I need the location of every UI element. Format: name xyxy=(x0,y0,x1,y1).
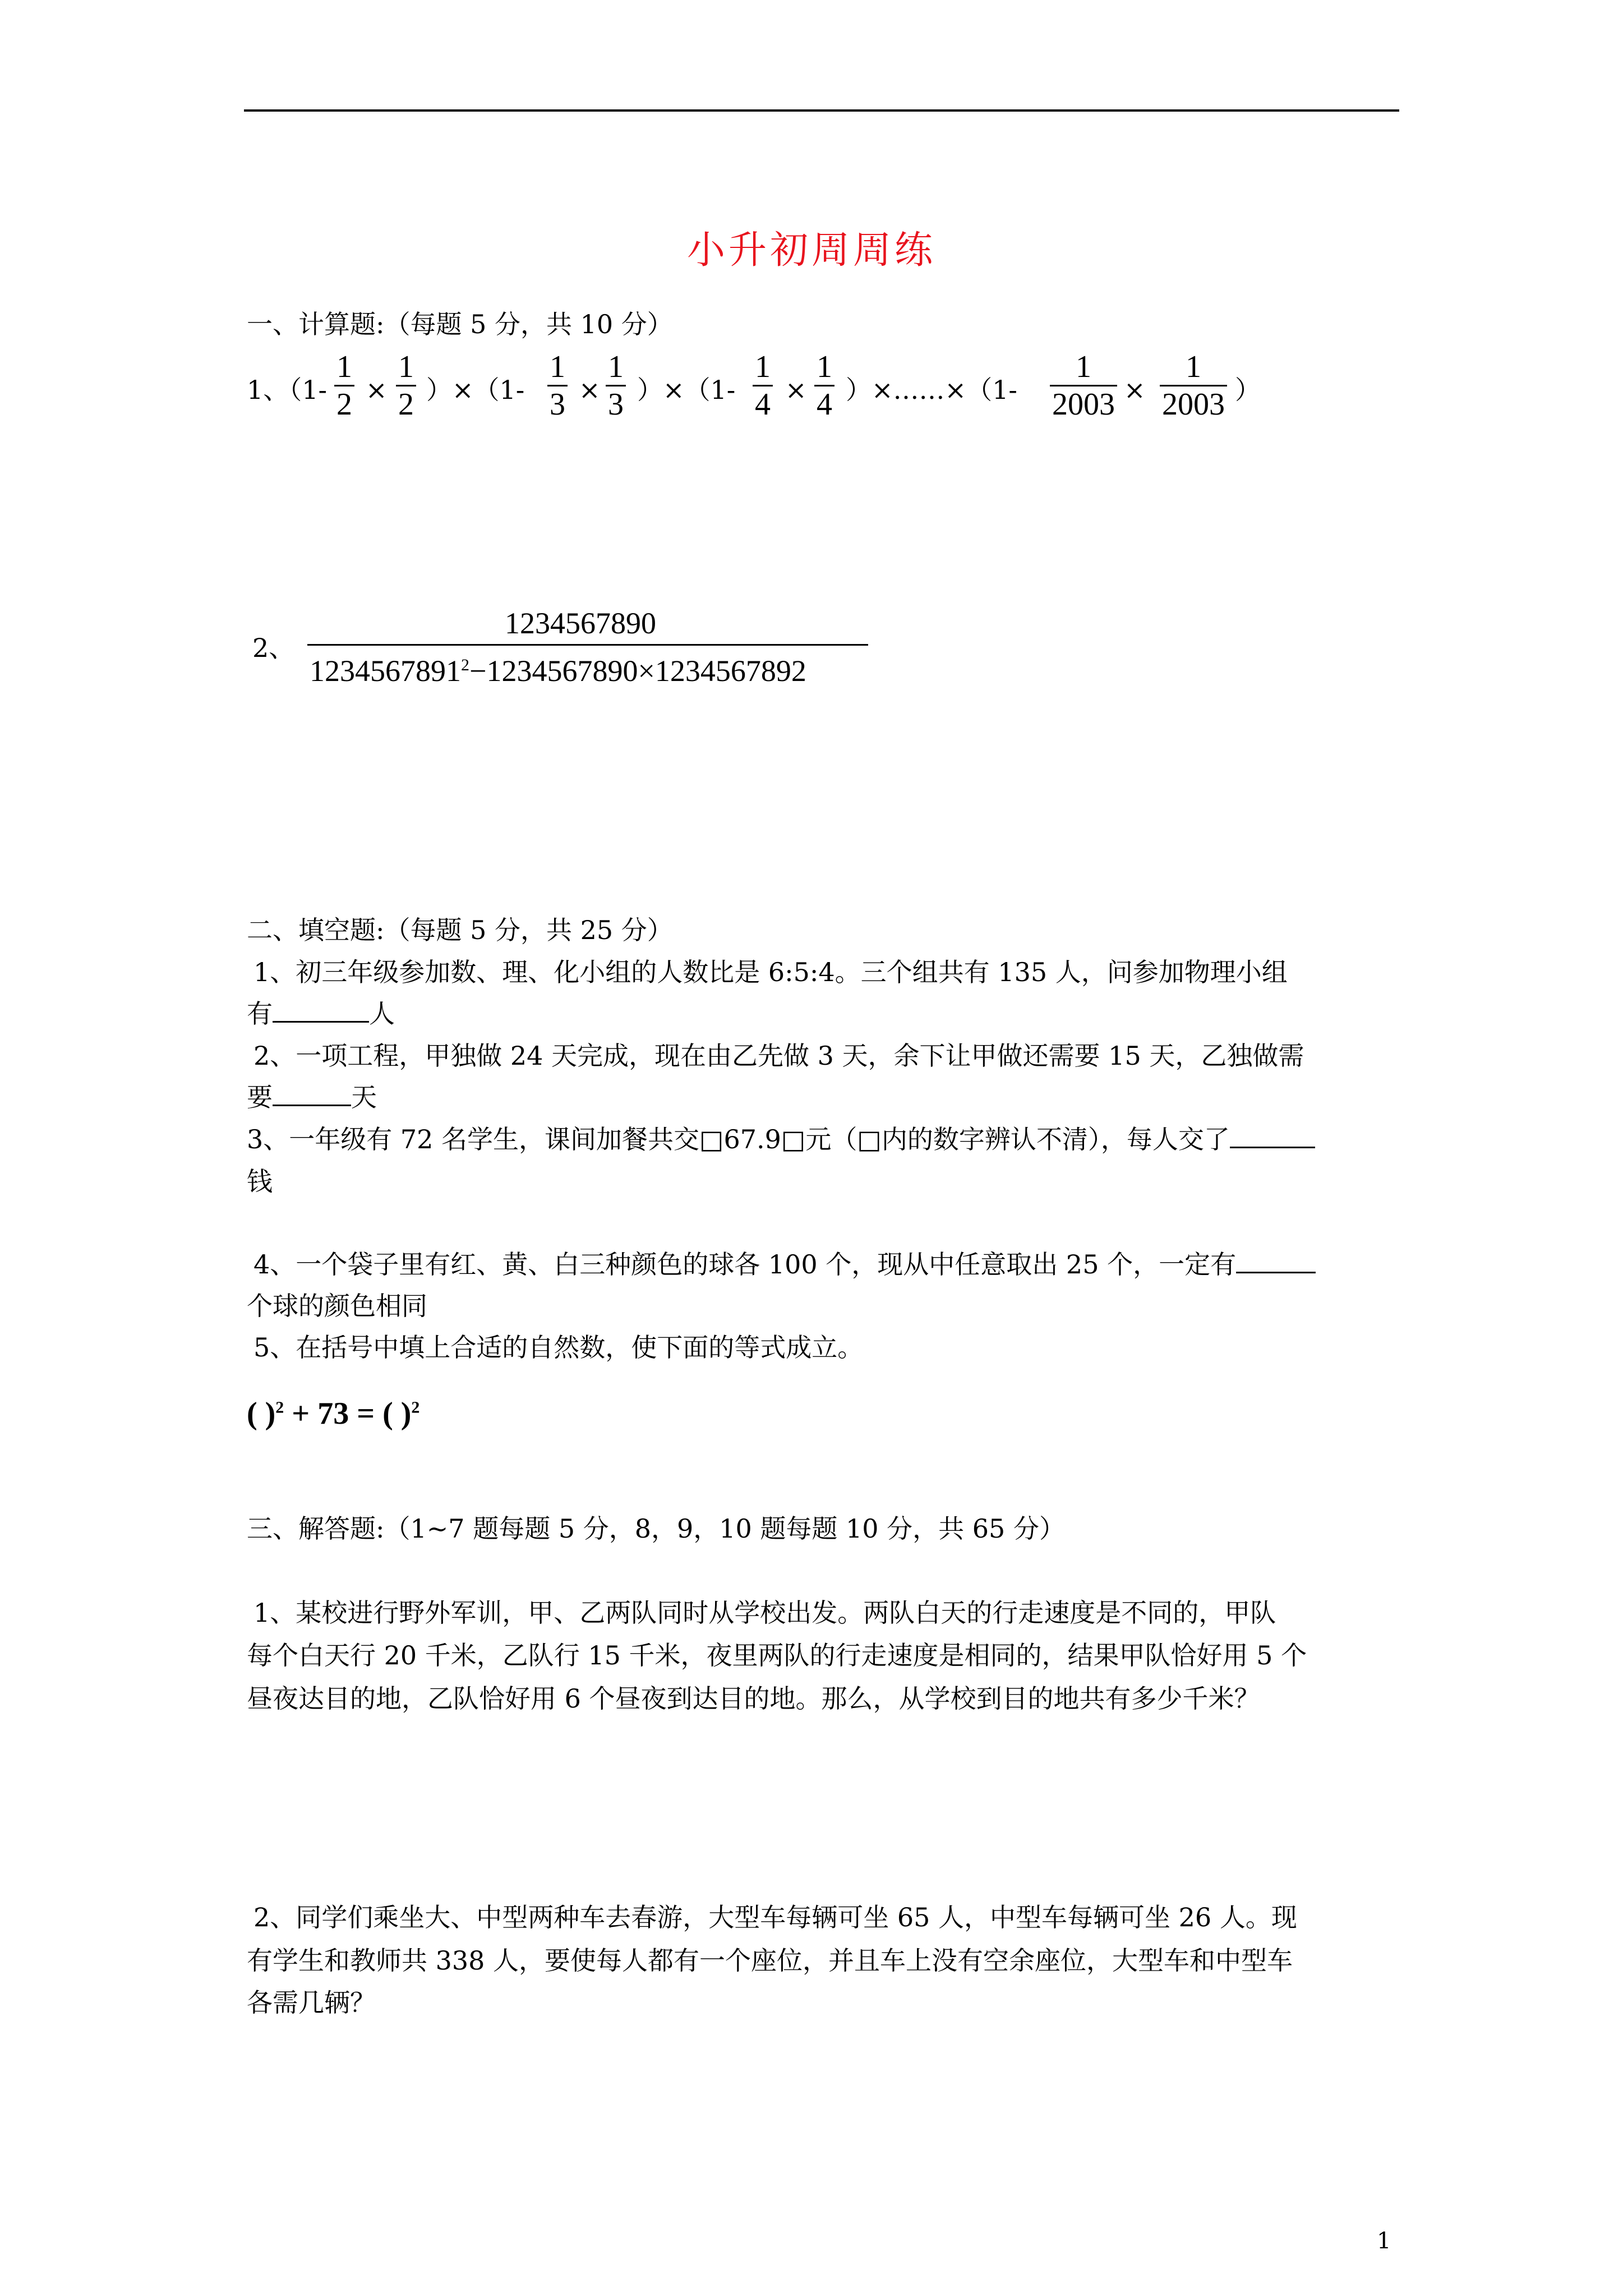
s3-q1-line3: 昼夜达目的地，乙队恰好用 6 个昼夜到达目的地。那么，从学校到目的地共有多少千米？ xyxy=(247,1683,1260,1714)
s3-q2-line1: 2、同学们乘坐大、中型两种车去春游，大型车每辆可坐 65 人，中型车每辆可坐 26 人。现 xyxy=(253,1902,1297,1932)
s2-q2-line2: 要 天 xyxy=(247,1082,377,1112)
header-rule xyxy=(244,109,1399,112)
q1-prefix: 1、（1- xyxy=(247,375,328,405)
q2-denominator: $1234567891^2-1234567890\times 1234567892$ xyxy=(310,654,806,688)
fraction: 1 4 xyxy=(814,349,834,422)
answer-blank[interactable] xyxy=(273,1021,369,1023)
s2-q5-equation: ( )$^2$ + 73 = ( )$^2$ xyxy=(247,1396,420,1431)
answer-blank[interactable] xyxy=(1236,1272,1316,1273)
page-title: 小升初周周练 xyxy=(686,228,936,273)
section2-heading: 二、填空题:（每题 5 分，共 25 分） xyxy=(247,915,673,945)
operator-group: ）×（1- xyxy=(637,375,736,405)
fraction: 1 2003 xyxy=(1050,349,1117,422)
s2-q1-line1: 1、初三年级参加数、理、化小组的人数比是 6:5:4。三个组共有 135 人，问参加物理小组 xyxy=(253,957,1288,987)
fraction: 1 3 xyxy=(547,349,568,422)
s2-q2-line1: 2、一项工程，甲独做 24 天完成，现在由乙先做 3 天，余下让甲做还需要 15 天，乙独做需 xyxy=(253,1041,1304,1071)
fraction: 1 2003 xyxy=(1160,349,1227,422)
s3-q2-line3: 各需几辆？ xyxy=(247,1987,376,2018)
times-sign: × xyxy=(785,375,807,405)
q2-prefix: 2、 xyxy=(252,633,295,663)
fraction: 1 3 xyxy=(606,349,626,422)
section3-heading: 三、解答题:（1~7 题每题 5 分，8，9，10 题每题 10 分，共 65 分） xyxy=(247,1513,1065,1544)
q2-numerator: 1234567890 xyxy=(505,606,656,640)
answer-blank[interactable] xyxy=(273,1105,351,1106)
s3-q2-line2: 有学生和教师共 338 人，要使每人都有一个座位，并且车上没有空余座位，大型车和中型车 xyxy=(247,1945,1293,1976)
fraction: 1 4 xyxy=(753,349,773,422)
operator-group: ）×（1- xyxy=(426,375,525,405)
fraction-bar xyxy=(307,644,868,646)
answer-blank[interactable] xyxy=(1230,1147,1315,1148)
section1-heading: 一、计算题:（每题 5 分，共 10 分） xyxy=(247,309,673,339)
times-sign: × xyxy=(1124,375,1146,405)
times-sign: × xyxy=(579,375,601,405)
close-paren: ） xyxy=(1235,375,1261,405)
fraction: 1 2 xyxy=(396,349,416,422)
s2-q3-line2: 钱 xyxy=(247,1166,273,1197)
s2-q4-line1: 4、一个袋子里有红、黄、白三种颜色的球各 100 个，现从中任意取出 25 个，一定有 xyxy=(253,1248,1316,1281)
s2-q5-line1: 5、在括号中填上合适的自然数，使下面的等式成立。 xyxy=(253,1332,864,1363)
s2-q4-line2: 个球的颜色相同 xyxy=(247,1291,427,1321)
fraction: 1 2 xyxy=(334,349,354,422)
s3-q1-line1: 1、某校进行野外军训，甲、乙两队同时从学校出发。两队白天的行走速度是不同的，甲队 xyxy=(253,1598,1276,1628)
s3-q1-line2: 每个白天行 20 千米，乙队行 15 千米，夜里两队的行走速度是相同的，结果甲队恰好用 5 个 xyxy=(247,1640,1307,1671)
times-sign: × xyxy=(366,375,388,405)
s2-q3-line1: 3、一年级有 72 名学生，课间加餐共交□67.9□元（□内的数字辨认不清），每人交了 xyxy=(247,1122,1315,1156)
operator-group: ）×……×（1- xyxy=(846,375,1017,405)
page-number: 1 xyxy=(1377,2228,1391,2254)
s2-q1-line2: 有 人 xyxy=(247,999,395,1029)
